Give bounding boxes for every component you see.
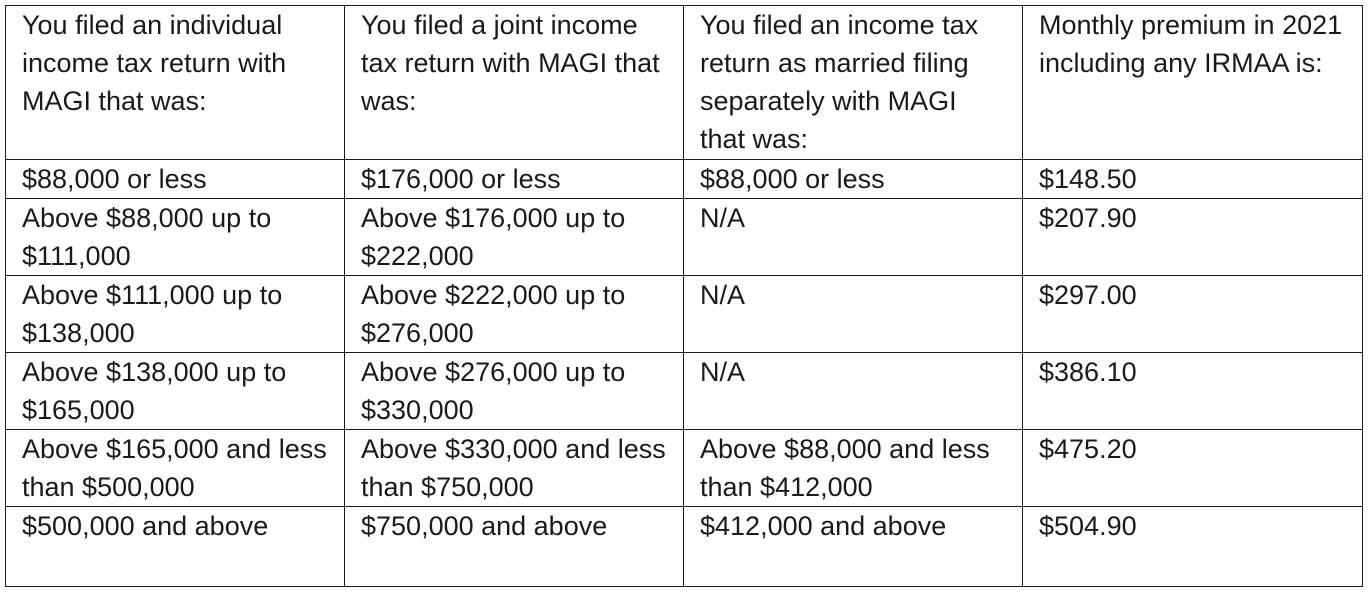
joint-magi-cell: $176,000 or less — [345, 160, 684, 199]
individual-magi-cell: Above $138,000 up to $165,000 — [6, 353, 345, 430]
table-row — [6, 160, 1363, 199]
separate-magi-cell: N/A — [684, 276, 1023, 353]
separate-magi-cell: N/A — [684, 199, 1023, 276]
joint-magi-cell: Above $276,000 up to $330,000 — [345, 353, 684, 430]
header-joint-magi: You filed a joint income tax return with MAGI that was: — [345, 6, 684, 160]
header-monthly-premium: Monthly premium in 2021 including any IRMAA is: — [1023, 6, 1363, 160]
premium-cell: $148.50 — [1023, 160, 1363, 199]
table-row — [6, 276, 1363, 353]
table-row — [6, 199, 1363, 276]
table-row — [6, 353, 1363, 430]
joint-magi-cell: $750,000 and above — [345, 507, 684, 587]
premium-cell: $504.90 — [1023, 507, 1363, 587]
table-header-row — [6, 6, 1363, 160]
table-row — [6, 507, 1363, 587]
premium-cell: $297.00 — [1023, 276, 1363, 353]
table-row — [6, 430, 1363, 507]
irmaa-premium-table — [5, 5, 1363, 587]
separate-magi-cell: Above $88,000 and less than $412,000 — [684, 430, 1023, 507]
separate-magi-cell: $412,000 and above — [684, 507, 1023, 587]
separate-magi-cell: $88,000 or less — [684, 160, 1023, 199]
joint-magi-cell: Above $330,000 and less than $750,000 — [345, 430, 684, 507]
header-married-separately-magi: You filed an income tax return as married filing separately with MAGI that was: — [684, 6, 1023, 160]
individual-magi-cell: Above $165,000 and less than $500,000 — [6, 430, 345, 507]
joint-magi-cell: Above $176,000 up to $222,000 — [345, 199, 684, 276]
header-individual-magi: You filed an individual income tax return with MAGI that was: — [6, 6, 345, 160]
individual-magi-cell: $88,000 or less — [6, 160, 345, 199]
premium-cell: $386.10 — [1023, 353, 1363, 430]
premium-cell: $475.20 — [1023, 430, 1363, 507]
individual-magi-cell: $500,000 and above — [6, 507, 345, 587]
joint-magi-cell: Above $222,000 up to $276,000 — [345, 276, 684, 353]
premium-cell: $207.90 — [1023, 199, 1363, 276]
separate-magi-cell: N/A — [684, 353, 1023, 430]
individual-magi-cell: Above $111,000 up to $138,000 — [6, 276, 345, 353]
individual-magi-cell: Above $88,000 up to $111,000 — [6, 199, 345, 276]
